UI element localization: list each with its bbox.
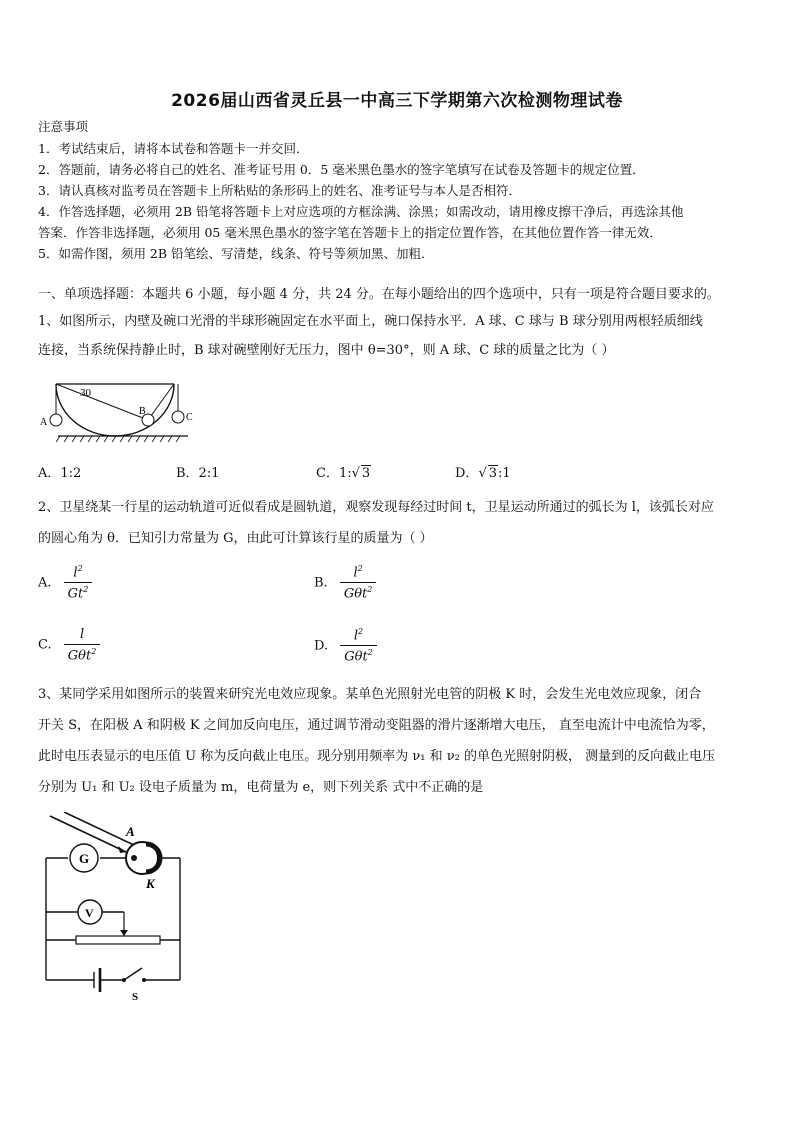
q3-text-line3: 此时电压表显示的电压值 U 称为反向截止电压。现分别用频率为 ν₁ 和 ν₂ 的单色光照射阴极， 测量到的反向截止电压 [38,749,716,764]
q2-option-b[interactable] [314,564,376,602]
q2-option-c[interactable] [38,627,100,663]
q3-text-line1: 3、某同学采用如图所示的装置来研究光电效应现象。某单色光照射光电管的阴极 K 时，会发生光电效应现象，闭合 [38,687,702,702]
q1-option-b[interactable]: B．2:1 [176,466,220,481]
q2-option-a-label: A. [38,575,52,591]
q2-option-a-fraction: $\frac{l^2}{Gt^2}$ [64,564,93,602]
q1-option-c-prefix: C．1: [316,466,352,481]
q2-option-c-fraction: $\frac{l}{G\theta t^2}$ [64,627,101,663]
notice-item-4: 4．作答选择题，必须用 2B 铅笔将答题卡上对应选项的方框涂满、涂黑；如需改动，请用橡皮擦干净后，再选涂其他 [38,204,684,219]
q1-angle-label: 30 [80,387,91,399]
page-title: 2026届山西省灵丘县一中高三下学期第六次检测物理试卷 [171,91,623,111]
q2-option-b-label: B. [314,575,328,591]
notice-item-5: 5．如需作图，须用 2B 铅笔绘、写清楚，线条、符号等须加黑、加粗． [38,246,434,261]
notice-item-4-cont: 答案．作答非选择题，必须用 05 毫米黑色墨水的签字笔在答题卡上的指定位置作答，在其他位置作答一律无效． [38,225,662,240]
notice-item-3: 3．请认真核对监考员在答题卡上所粘贴的条形码上的姓名、准考证号与本人是否相符． [38,183,521,198]
q2-option-c-label: C. [38,637,52,653]
q1-option-d-prefix: D． [455,466,479,481]
q2-text-line2: 的圆心角为 θ．已知引力常量为 G，由此可计算该行星的质量为（ ） [38,531,433,546]
q3-label-s: S [132,991,139,1002]
q1-option-c-root: 3 [361,466,371,481]
q1-label-c: C [186,412,193,423]
q2-option-b-fraction: $\frac{l^2}{G\theta t^2}$ [340,564,377,602]
q3-label-a: A [126,824,135,839]
q1-text-line1: 1、如图所示，内壁及碗口光滑的半球形碗固定在水平面上，碗口保持水平．A 球、C 球与 B 球分别用两根轻质细线 [38,314,703,329]
q2-text-line1: 2、卫星绕某一行星的运动轨道可近似看成是圆轨道，观察发现每经过时间 t，卫星运动所通过的弧长为 l，该弧长对应 [38,500,714,515]
q3-label-v: V [85,906,94,920]
q1-option-c[interactable] [316,462,371,481]
q2-option-d-fraction: $\frac{l^2}{G\theta t^2}$ [340,627,377,665]
sqrt-icon: √ [351,466,360,481]
q2-option-d[interactable] [314,627,377,665]
q3-label-g: G [79,851,90,866]
q2-option-a[interactable] [38,564,92,602]
sqrt-icon: √ [478,466,487,481]
q3-text-line2: 开关 S，在阳极 A 和阴极 K 之间加反向电压，通过调节滑动变阻器的滑片逐渐增大电压， 直至电流计中电流恰为零， [38,718,715,733]
q1-option-a[interactable]: A．1:2 [38,466,82,481]
notice-item-2: 2．答题前，请务必将自己的姓名、准考证号用 0．5 毫米黑色墨水的签字笔填写在试卷及答题卡的规定位置． [38,162,645,177]
q2-option-d-label: D. [314,638,329,654]
q1-label-b: B [139,406,146,417]
q3-label-k: K [146,876,155,891]
q1-option-d-root: 3 [488,466,498,481]
q1-text-line2: 连接，当系统保持静止时，B 球对碗壁刚好无压力，图中 θ=30°，则 A 球、C 球的质量之比为（ ） [38,343,615,358]
q1-bowl-figure [38,374,198,446]
section-heading: 一、单项选择题：本题共 6 小题，每小题 4 分，共 24 分。在每小题给出的四个选项中，只有一项是符合题目要求的。 [38,287,720,302]
q1-option-d-suffix: :1 [498,466,511,481]
q1-label-a: A [40,417,48,428]
q3-circuit-figure [38,812,188,1002]
q1-option-d[interactable] [455,462,511,481]
notice-heading: 注意事项 [38,119,89,134]
notice-item-1: 1．考试结束后，请将本试卷和答题卡一并交回． [38,141,309,156]
q3-text-line4: 分别为 U₁ 和 U₂ 设电子质量为 m，电荷量为 e，则下列关系 式中不正确的是 [38,780,484,795]
